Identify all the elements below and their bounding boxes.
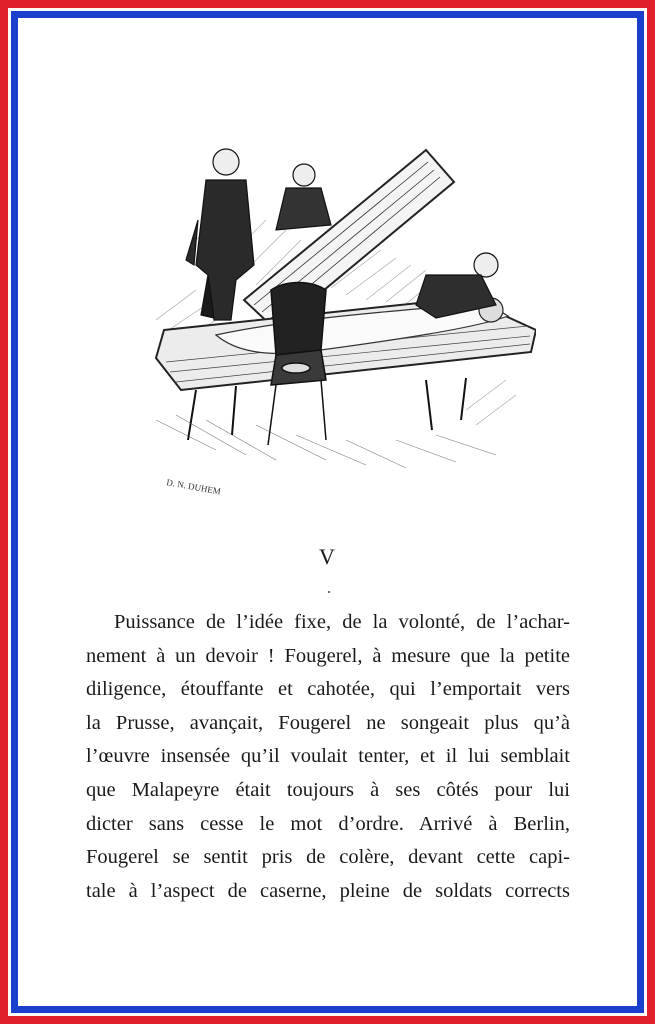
body-line: la Prusse, avançait, Fougerel ne songeait plus qu’à (86, 711, 570, 734)
body-line: que Malapeyre était toujours à ses côtés pour lui (86, 778, 570, 801)
engraving-illustration (136, 90, 536, 510)
body-line: l’œuvre insensée qu’il voulait tenter, et il lui semblait (86, 745, 570, 768)
chapter-number: V (319, 544, 336, 569)
body-line: Fougerel se sentit pris de colère, devant cette capi- (86, 846, 570, 869)
body-text (86, 606, 570, 908)
body-line: dicter sans cesse le mot d’ordre. Arrivé à Berlin, (86, 812, 570, 835)
body-line: diligence, étouffante et cahotée, qui l’emportait vers (86, 678, 570, 701)
book-page (18, 18, 637, 1006)
artist-signature: D. N. DUHEM (165, 477, 222, 497)
body-line: nement à un devoir ! Fougerel, à mesure que la petite (86, 644, 570, 667)
ornament-dot (328, 591, 330, 593)
body-line: tale à l’aspect de caserne, pleine de soldats corrects (86, 879, 570, 902)
body-line: Puissance de l’idée fixe, de la volonté, de l’achar- (114, 611, 570, 633)
